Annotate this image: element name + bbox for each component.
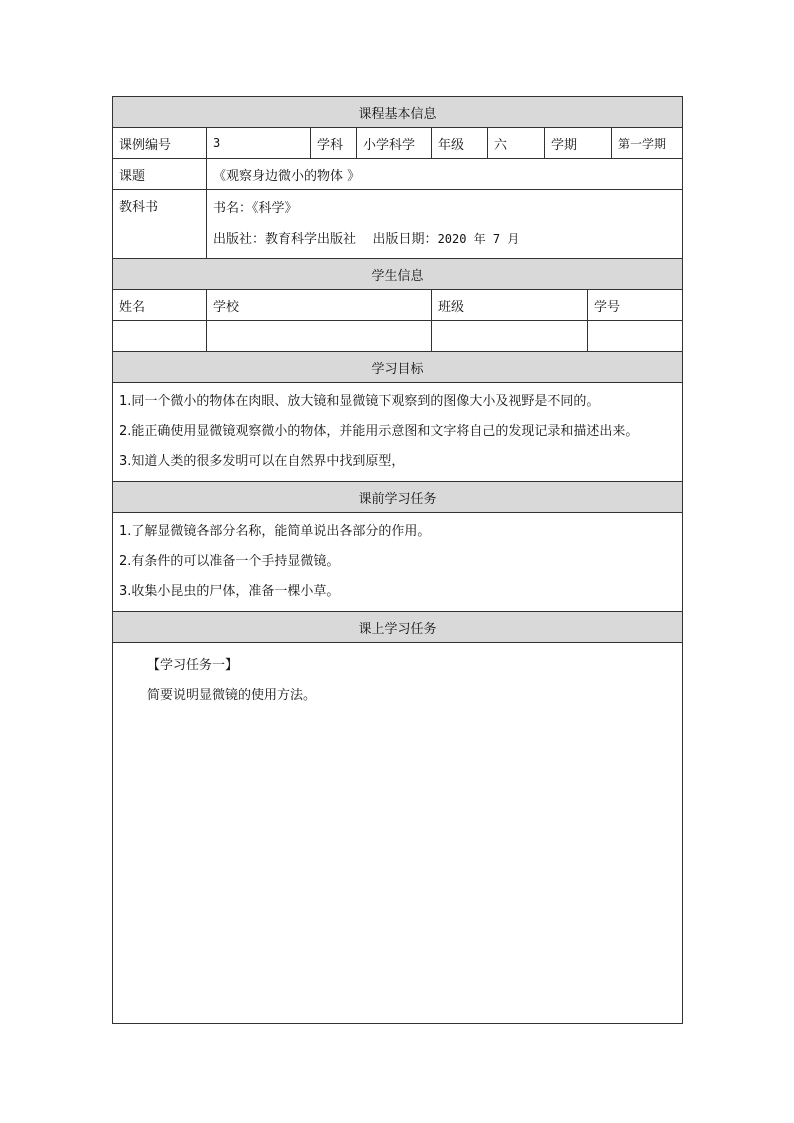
term-label: 学期	[545, 128, 612, 159]
publisher-line	[213, 224, 676, 254]
class-value[interactable]	[432, 321, 588, 352]
task1-title: 【学习任务一】	[147, 658, 239, 673]
class-label: 班级	[432, 290, 588, 321]
class-tasks-header: 课上学习任务	[113, 612, 683, 643]
textbook-info	[207, 190, 683, 259]
objectives-list	[113, 383, 683, 482]
student-no-value[interactable]	[588, 321, 683, 352]
school-value[interactable]	[207, 321, 432, 352]
name-value[interactable]	[113, 321, 207, 352]
lesson-table	[112, 96, 683, 1024]
subject-value: 小学科学	[357, 128, 432, 159]
student-info-header: 学生信息	[113, 259, 683, 290]
pub-date-label: 出版日期：	[372, 232, 438, 247]
subject-label: 学科	[311, 128, 357, 159]
name-label: 姓名	[113, 290, 207, 321]
lesson-plan-document	[112, 96, 682, 1024]
case-no-label: 课例编号	[113, 128, 207, 159]
grade-value: 六	[488, 128, 545, 159]
class-tasks-area	[113, 643, 683, 1024]
task1-description: 简要说明显微镜的使用方法。	[147, 688, 317, 703]
student-no-label: 学号	[588, 290, 683, 321]
publisher: 出版社：教育科学出版社	[213, 232, 357, 247]
pre-tasks-header: 课前学习任务	[113, 482, 683, 513]
objective-item: 1.同一个微小的物体在肉眼、放大镜和显微镜下观察到的图像大小及视野是不同的。	[119, 394, 600, 409]
topic-label: 课题	[113, 159, 207, 190]
objectives-header: 学习目标	[113, 352, 683, 383]
pre-task-item: 3.收集小昆虫的尸体，准备一棵小草。	[119, 584, 340, 599]
school-label: 学校	[207, 290, 432, 321]
pub-date-value: 2020 年 7 月	[437, 232, 520, 246]
term-value: 第一学期	[612, 128, 683, 159]
pre-tasks-list	[113, 513, 683, 612]
objective-item: 2.能正确使用显微镜观察微小的物体，并能用示意图和文字将自己的发现记录和描述出来。	[119, 424, 639, 439]
book-name: 书名：《科学》	[213, 201, 298, 216]
pre-task-item: 2.有条件的可以准备一个手持显微镜。	[119, 554, 340, 569]
topic-value: 《观察身边微小的物体 》	[207, 159, 683, 190]
case-no-value: 3	[207, 128, 311, 159]
basic-info-header: 课程基本信息	[113, 97, 683, 128]
objective-item: 3.知道人类的很多发明可以在自然界中找到原型，	[119, 454, 405, 469]
grade-label: 年级	[432, 128, 488, 159]
textbook-label: 教科书	[113, 190, 207, 259]
pre-task-item: 1.了解显微镜各部分名称，能简单说出各部分的作用。	[119, 524, 431, 539]
